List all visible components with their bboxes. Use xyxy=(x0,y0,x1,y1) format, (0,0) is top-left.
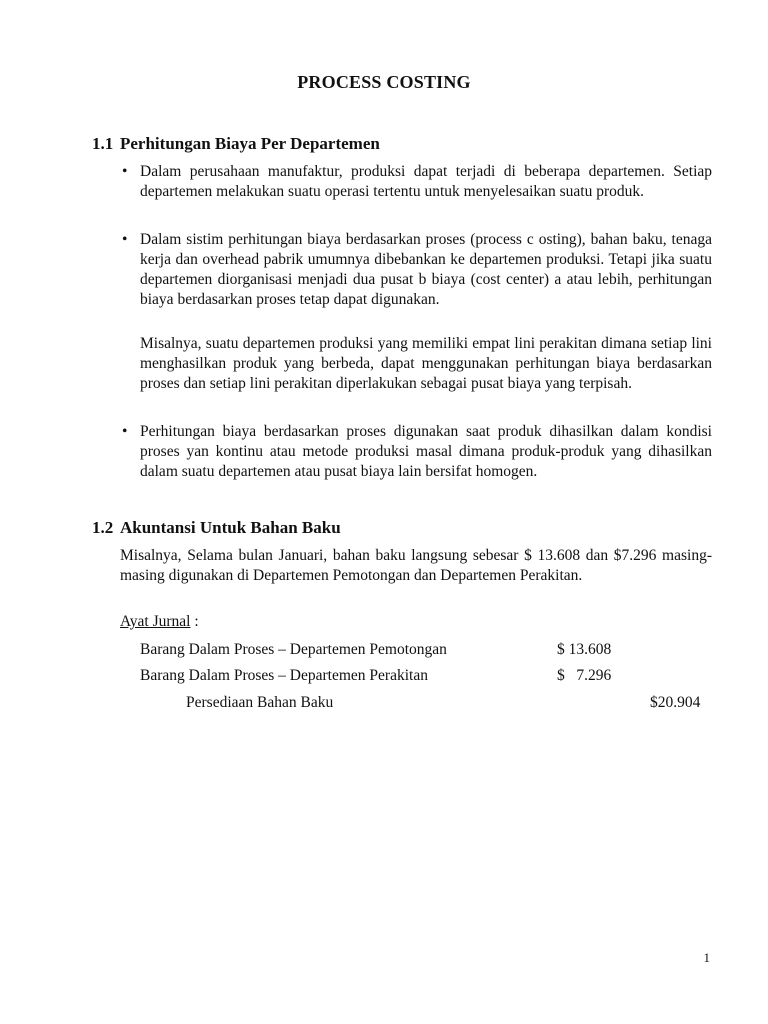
journal-row xyxy=(0,666,768,686)
section-number: 1.1 xyxy=(92,134,114,153)
journal-account: Barang Dalam Proses – Departemen Pemotongan xyxy=(140,641,447,658)
paragraph-materials: Misalnya, Selama bulan Januari, bahan baku langsung sebesar $ 13.608 dan $7.296 masing-masing digunakan di Departemen Pemotongan dan Departemen Perakitan. xyxy=(120,547,712,584)
bullet-list-1 xyxy=(120,162,712,202)
list-item xyxy=(120,230,712,310)
bullet-list-3 xyxy=(120,422,712,482)
paragraph-example: Misalnya, suatu departemen produksi yang memiliki empat lini perakitan dimana setiap lini menghasilkan produk yang berbeda, dapat menggunakan perhitungan biaya berdasarkan proses dan setiap lini perakitan diperlakukan sebagai pusat biaya yang terpisah. xyxy=(140,335,712,392)
bullet-text: Dalam perusahaan manufaktur, produksi dapat terjadi di beberapa departemen. Setiap departemen melakukan suatu operasi tertentu untuk menyelesaikan suatu produk. xyxy=(140,163,712,200)
bullet-text: Perhitungan biaya berdasarkan proses digunakan saat produk dihasilkan dalam kondisi proses yan kontinu atau metode produksi masal dimana produk-produk yang dihasilkan dalam suatu departemen atau pusat biaya lain bersifat homogen. xyxy=(140,423,712,480)
journal-label: Ayat Jurnal : xyxy=(120,613,199,630)
journal-account: Persediaan Bahan Baku xyxy=(186,694,334,711)
journal-account: Barang Dalam Proses – Departemen Perakitan xyxy=(140,667,428,684)
bullet-icon: • xyxy=(122,231,128,248)
bullet-icon: • xyxy=(122,423,128,440)
section-heading-2 xyxy=(92,518,341,538)
page-number: 1 xyxy=(703,950,710,965)
section-title: Akuntansi Untuk Bahan Baku xyxy=(120,518,341,537)
journal-debit: $ 13.608 xyxy=(557,641,612,658)
bullet-text: Dalam sistim perhitungan biaya berdasarkan proses (process c osting), bahan baku, tenaga kerja dan overhead pabrik umumnya dibebankan ke departemen produksi. Tetapi jika suatu departemen diorganisasi menjadi dua pusat b biaya (cost center) a atau lebih, perhitungan biaya berdasarkan proses tetap dapat digunakan. xyxy=(140,231,712,308)
bullet-icon: • xyxy=(122,163,128,180)
bullet-list-2 xyxy=(120,230,712,310)
section-heading-1 xyxy=(92,134,380,154)
list-item xyxy=(120,162,712,202)
section-title: Perhitungan Biaya Per Departemen xyxy=(120,134,380,153)
journal-row xyxy=(0,640,768,660)
journal-row xyxy=(0,693,768,713)
journal-debit: $ 7.296 xyxy=(557,667,612,684)
list-item xyxy=(120,422,712,482)
page-title: PROCESS COSTING xyxy=(297,72,471,92)
journal-credit: $20.904 xyxy=(650,694,701,711)
section-number: 1.2 xyxy=(92,518,114,537)
